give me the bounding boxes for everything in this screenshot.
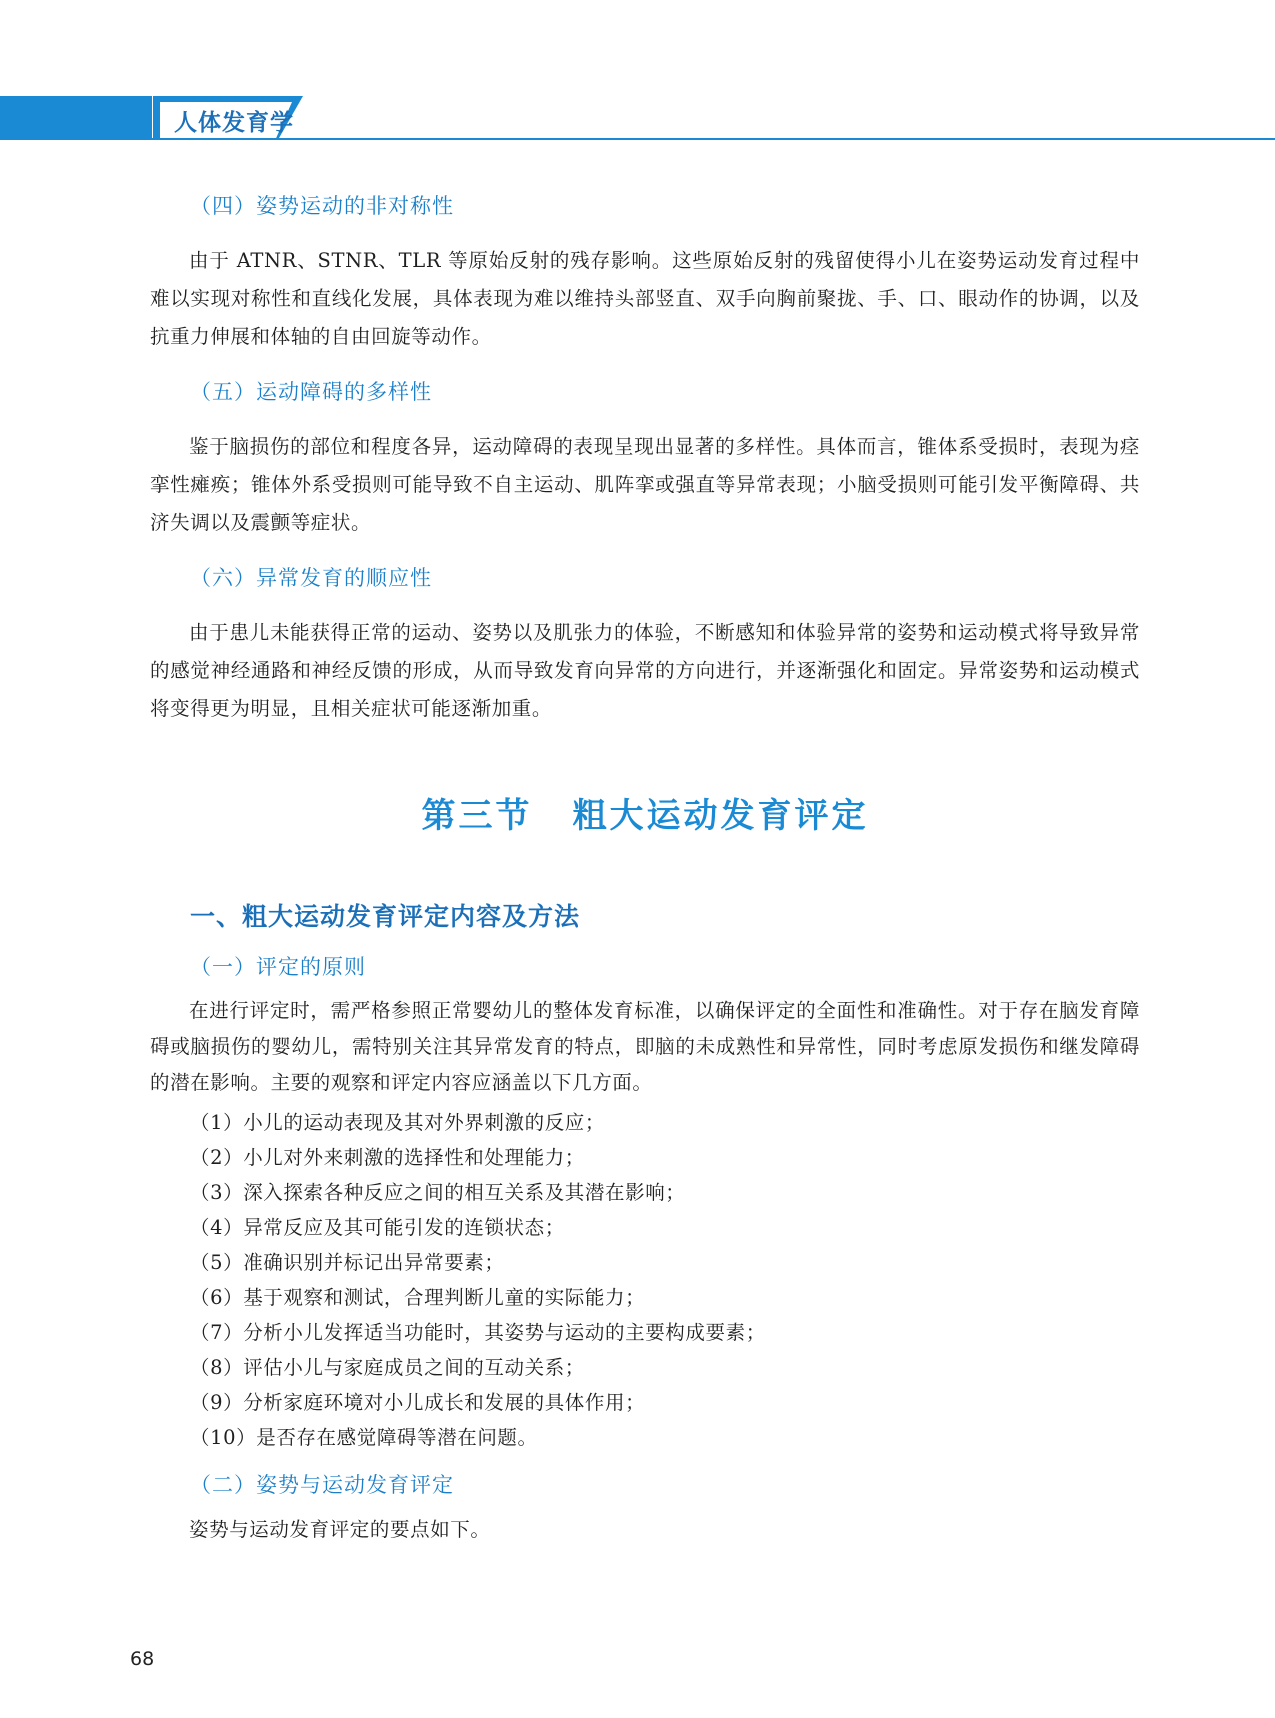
section-title (150, 788, 1140, 837)
list-item: （6）基于观察和测试，合理判断儿童的实际能力； (190, 1286, 646, 1309)
list-item: （8）评估小儿与家庭成员之间的互动关系； (190, 1356, 585, 1379)
heading-sub2: （二）姿势与运动发育评定 (190, 1473, 454, 1497)
page-content (150, 190, 1140, 1569)
list-item: （4）异常反应及其可能引发的连锁状态； (190, 1216, 565, 1239)
list-item: （9）分析家庭环境对小儿成长和发展的具体作用； (190, 1391, 646, 1414)
section-name: 粗大运动发育评定 (572, 796, 869, 836)
list-item: （10）是否存在感觉障碍等潜在问题。 (190, 1426, 538, 1449)
list-item: （3）深入探索各种反应之间的相互关系及其潜在影响； (190, 1181, 686, 1204)
page-number: 68 (130, 1648, 155, 1670)
para-sec5: 鉴于脑损伤的部位和程度各异，运动障碍的表现呈现出显著的多样性。具体而言，锥体系受损时，表现为痉挛性瘫痪；锥体外系受损则可能导致不自主运动、肌阵挛或强直等异常表现；小脑受损则可能引发平衡障碍、共济失调以及震颤等症状。 (150, 435, 1140, 534)
para-sec6: 由于患儿未能获得正常的运动、姿势以及肌张力的体验，不断感知和体验异常的姿势和运动模式将导致异常的感觉神经通路和神经反馈的形成，从而导致发育向异常的方向进行，并逐渐强化和固定。异常姿势和运动模式将变得更为明显，且相关症状可能逐渐加重。 (150, 621, 1140, 720)
criteria-list (150, 1105, 1140, 1455)
section-number: 第三节 (421, 796, 533, 836)
heading-sub1: （一）评定的原则 (190, 955, 366, 979)
heading-sec5: （五）运动障碍的多样性 (190, 380, 432, 404)
list-item: （7）分析小儿发挥适当功能时，其姿势与运动的主要构成要素； (190, 1321, 766, 1344)
heading-sec4: （四）姿势运动的非对称性 (190, 194, 454, 218)
heading-sec6: （六）异常发育的顺应性 (190, 566, 432, 590)
list-item: （2）小儿对外来刺激的选择性和处理能力； (190, 1146, 585, 1169)
list-item: （5）准确识别并标记出异常要素； (190, 1251, 505, 1274)
heading-part1: 一、粗大运动发育评定内容及方法 (190, 902, 581, 931)
para-sub2: 姿势与运动发育评定的要点如下。 (189, 1518, 491, 1541)
book-title: 人体发育学 (174, 110, 294, 136)
para-sec4: 由于 ATNR、STNR、TLR 等原始反射的残存影响。这些原始反射的残留使得小儿在姿势运动发育过程中难以实现对称性和直线化发展，具体表现为难以维持头部竖直、双手向胸前聚拢、手、口、眼动作的协调，以及抗重力伸展和体轴的自由回旋等动作。 (150, 249, 1140, 348)
header-rule (0, 138, 1275, 140)
list-item: （1）小儿的运动表现及其对外界刺激的反应； (190, 1111, 606, 1134)
para-sub1: 在进行评定时，需严格参照正常婴幼儿的整体发育标准，以确保评定的全面性和准确性。对于存在脑发育障碍或脑损伤的婴幼儿，需特别关注其异常发育的特点，即脑的未成熟性和异常性，同时考虑原发损伤和继发障碍的潜在影响。主要的观察和评定内容应涵盖以下几方面。 (150, 999, 1140, 1094)
header-band (0, 96, 152, 138)
